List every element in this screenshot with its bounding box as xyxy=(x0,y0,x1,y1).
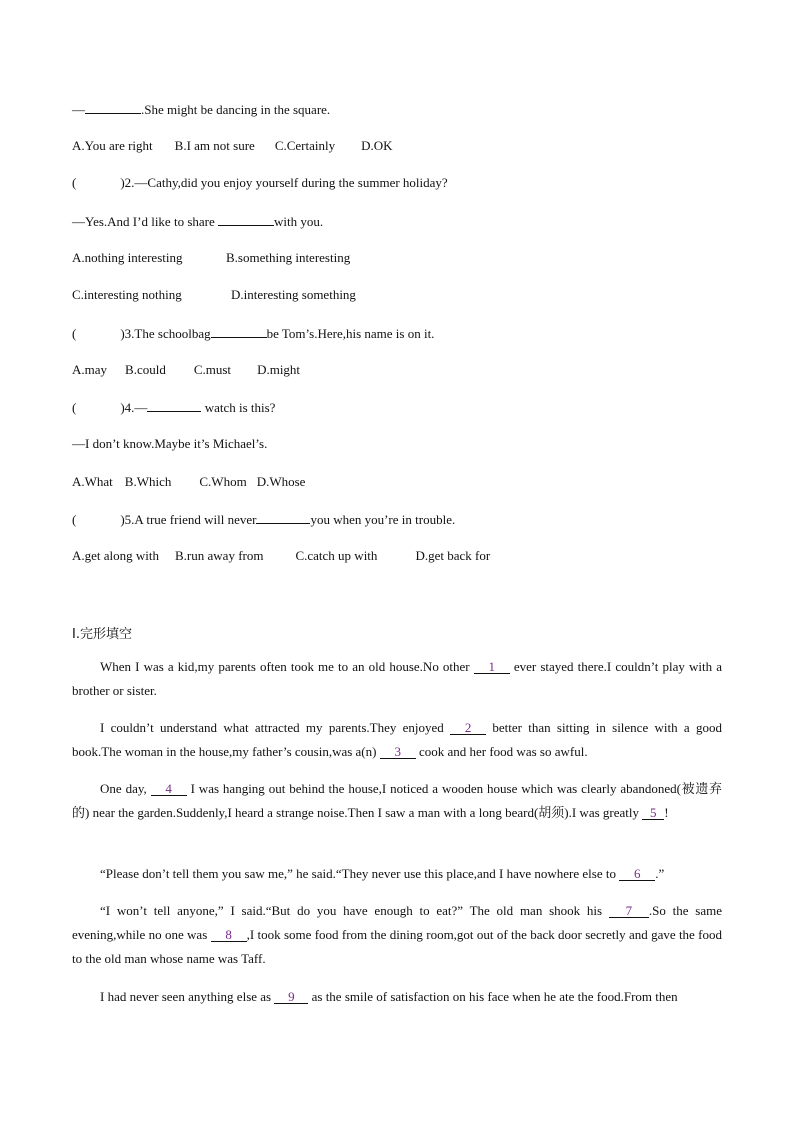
option-d: D.interesting something xyxy=(231,287,356,302)
answer-blank[interactable] xyxy=(218,213,274,226)
option-c: C.interesting nothing xyxy=(72,287,182,302)
passage-paragraph-4: “Please don’t tell them you saw me,” he said.“They never use this place,and I have nowhere else to 6 .” xyxy=(100,866,665,881)
section-title: Ⅰ.完形填空 xyxy=(72,627,132,642)
option-b: B.could xyxy=(125,362,166,377)
q2-options-row1 xyxy=(72,250,350,266)
option-a: A.nothing interesting xyxy=(72,250,183,265)
q1-options xyxy=(72,138,393,154)
q2-stem: ( )2.—Cathy,did you enjoy yourself during the summer holiday? xyxy=(72,175,448,190)
q3-stem: ( )3.The schoolbag be Tom’s.Here,his name is on it. xyxy=(72,326,435,341)
cloze-blank-8[interactable]: 8 xyxy=(211,928,247,942)
answer-blank[interactable] xyxy=(147,399,201,412)
option-c: C.Certainly xyxy=(274,138,336,153)
option-b: B.Which xyxy=(124,474,172,489)
cloze-blank-6[interactable]: 6 xyxy=(619,867,655,881)
option-b: B.something interesting xyxy=(226,250,351,265)
answer-blank[interactable] xyxy=(85,101,141,114)
passage-paragraph-1: When I was a kid,my parents often took me to an old house.No other 1 ever stayed there.I couldn’t play with a brother or sister. xyxy=(72,659,722,698)
cloze-blank-3[interactable]: 3 xyxy=(380,745,416,759)
option-a: A.You are right xyxy=(72,138,153,153)
answer-blank[interactable] xyxy=(256,511,310,524)
option-c: C.must xyxy=(193,362,232,377)
option-a: A.What xyxy=(72,474,113,489)
option-c: C.Whom xyxy=(199,474,247,489)
q5-options xyxy=(72,548,490,564)
option-a: A.get along with xyxy=(72,548,160,563)
passage-paragraph-6: I had never seen anything else as 9 as the smile of satisfaction on his face when he ate the food.From then xyxy=(100,989,678,1004)
q2-options-row2 xyxy=(72,287,356,303)
cloze-blank-7[interactable]: 7 xyxy=(609,904,649,918)
passage-paragraph-2: I couldn’t understand what attracted my parents.They enjoyed 2 better than sitting in silence with a good book.The woman in the house,my father’s cousin,was a(n) 3 cook and her food was so awful. xyxy=(72,720,722,759)
q3-options xyxy=(72,362,300,378)
option-c: C.catch up with xyxy=(295,548,378,563)
option-d: D.get back for xyxy=(415,548,491,563)
cloze-blank-2[interactable]: 2 xyxy=(450,721,486,735)
option-d: D.Whose xyxy=(256,474,306,489)
q4-reply: —I don’t know.Maybe it’s Michael’s. xyxy=(72,436,268,451)
q2-reply: —Yes.And I’d like to share with you. xyxy=(72,214,324,229)
option-d: D.OK xyxy=(361,138,393,153)
cloze-blank-9[interactable]: 9 xyxy=(274,990,308,1004)
q4-options xyxy=(72,474,305,490)
cloze-blank-1[interactable]: 1 xyxy=(474,660,510,674)
answer-blank[interactable] xyxy=(211,325,267,338)
option-b: B.run away from xyxy=(175,548,264,563)
passage-paragraph-3: One day, 4 I was hanging out behind the house,I noticed a wooden house which was clearly abandoned(被遗弃的) near the garden.Suddenly,I heard a strange noise.Then I saw a man with a long beard(胡须).I was greatly 5 ! xyxy=(72,781,722,820)
option-b: B.I am not sure xyxy=(174,138,255,153)
q5-stem: ( )5.A true friend will never you when you’re in trouble. xyxy=(72,512,456,527)
cloze-blank-5[interactable]: 5 xyxy=(642,806,664,820)
option-d: D.might xyxy=(257,362,301,377)
q1-stem: — .She might be dancing in the square. xyxy=(72,102,331,117)
option-a: A.may xyxy=(72,362,108,377)
q4-stem: ( )4.— watch is this? xyxy=(72,400,276,415)
cloze-blank-4[interactable]: 4 xyxy=(151,782,187,796)
passage-paragraph-5: “I won’t tell anyone,” I said.“But do you have enough to eat?” The old man shook his 7 .So the same evening,while no one was 8 ,I took some food from the dining room,got out of the back door secretly and gave the food to the old man whose name was Taff. xyxy=(72,903,722,966)
